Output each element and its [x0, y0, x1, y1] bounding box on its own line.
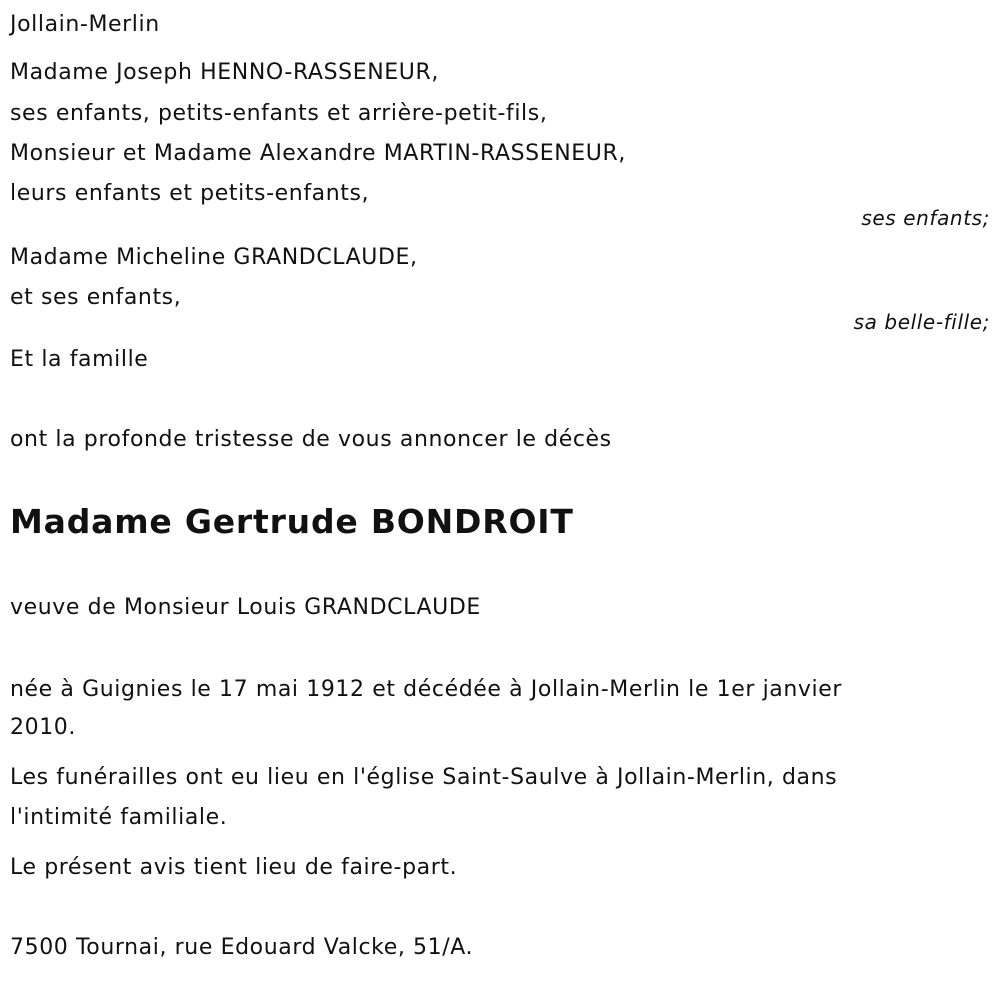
family-relation: sa belle-fille;	[853, 310, 990, 334]
deceased-name: Madame Gertrude BONDROIT	[10, 502, 574, 541]
family-line: et ses enfants,	[10, 285, 182, 310]
family-line: Monsieur et Madame Alexandre MARTIN-RASSENEUR,	[10, 141, 626, 166]
announcement: ont la profonde tristesse de vous annoncer le décès	[10, 427, 612, 452]
family-line: Et la famille	[10, 347, 149, 372]
funeral: l'intimité familiale.	[10, 805, 228, 830]
address: 7500 Tournai, rue Edouard Valcke, 51/A.	[10, 935, 474, 960]
family-line: Madame Joseph HENNO-RASSENEUR,	[10, 60, 439, 85]
family-line: ses enfants, petits-enfants et arrière-petit-fils,	[10, 101, 548, 126]
family-line: leurs enfants et petits-enfants,	[10, 181, 370, 206]
funeral: Les funérailles ont eu lieu en l'église Saint-Saulve à Jollain-Merlin, dans	[10, 765, 838, 790]
widow-of: veuve de Monsieur Louis GRANDCLAUDE	[10, 595, 481, 620]
notice: Le présent avis tient lieu de faire-part.	[10, 855, 458, 880]
family-line: Madame Micheline GRANDCLAUDE,	[10, 245, 418, 270]
birth-death: 2010.	[10, 715, 76, 740]
birth-death: née à Guignies le 17 mai 1912 et décédée à Jollain-Merlin le 1er janvier	[10, 677, 843, 702]
place: Jollain-Merlin	[10, 12, 160, 37]
family-relation: ses enfants;	[861, 206, 990, 230]
